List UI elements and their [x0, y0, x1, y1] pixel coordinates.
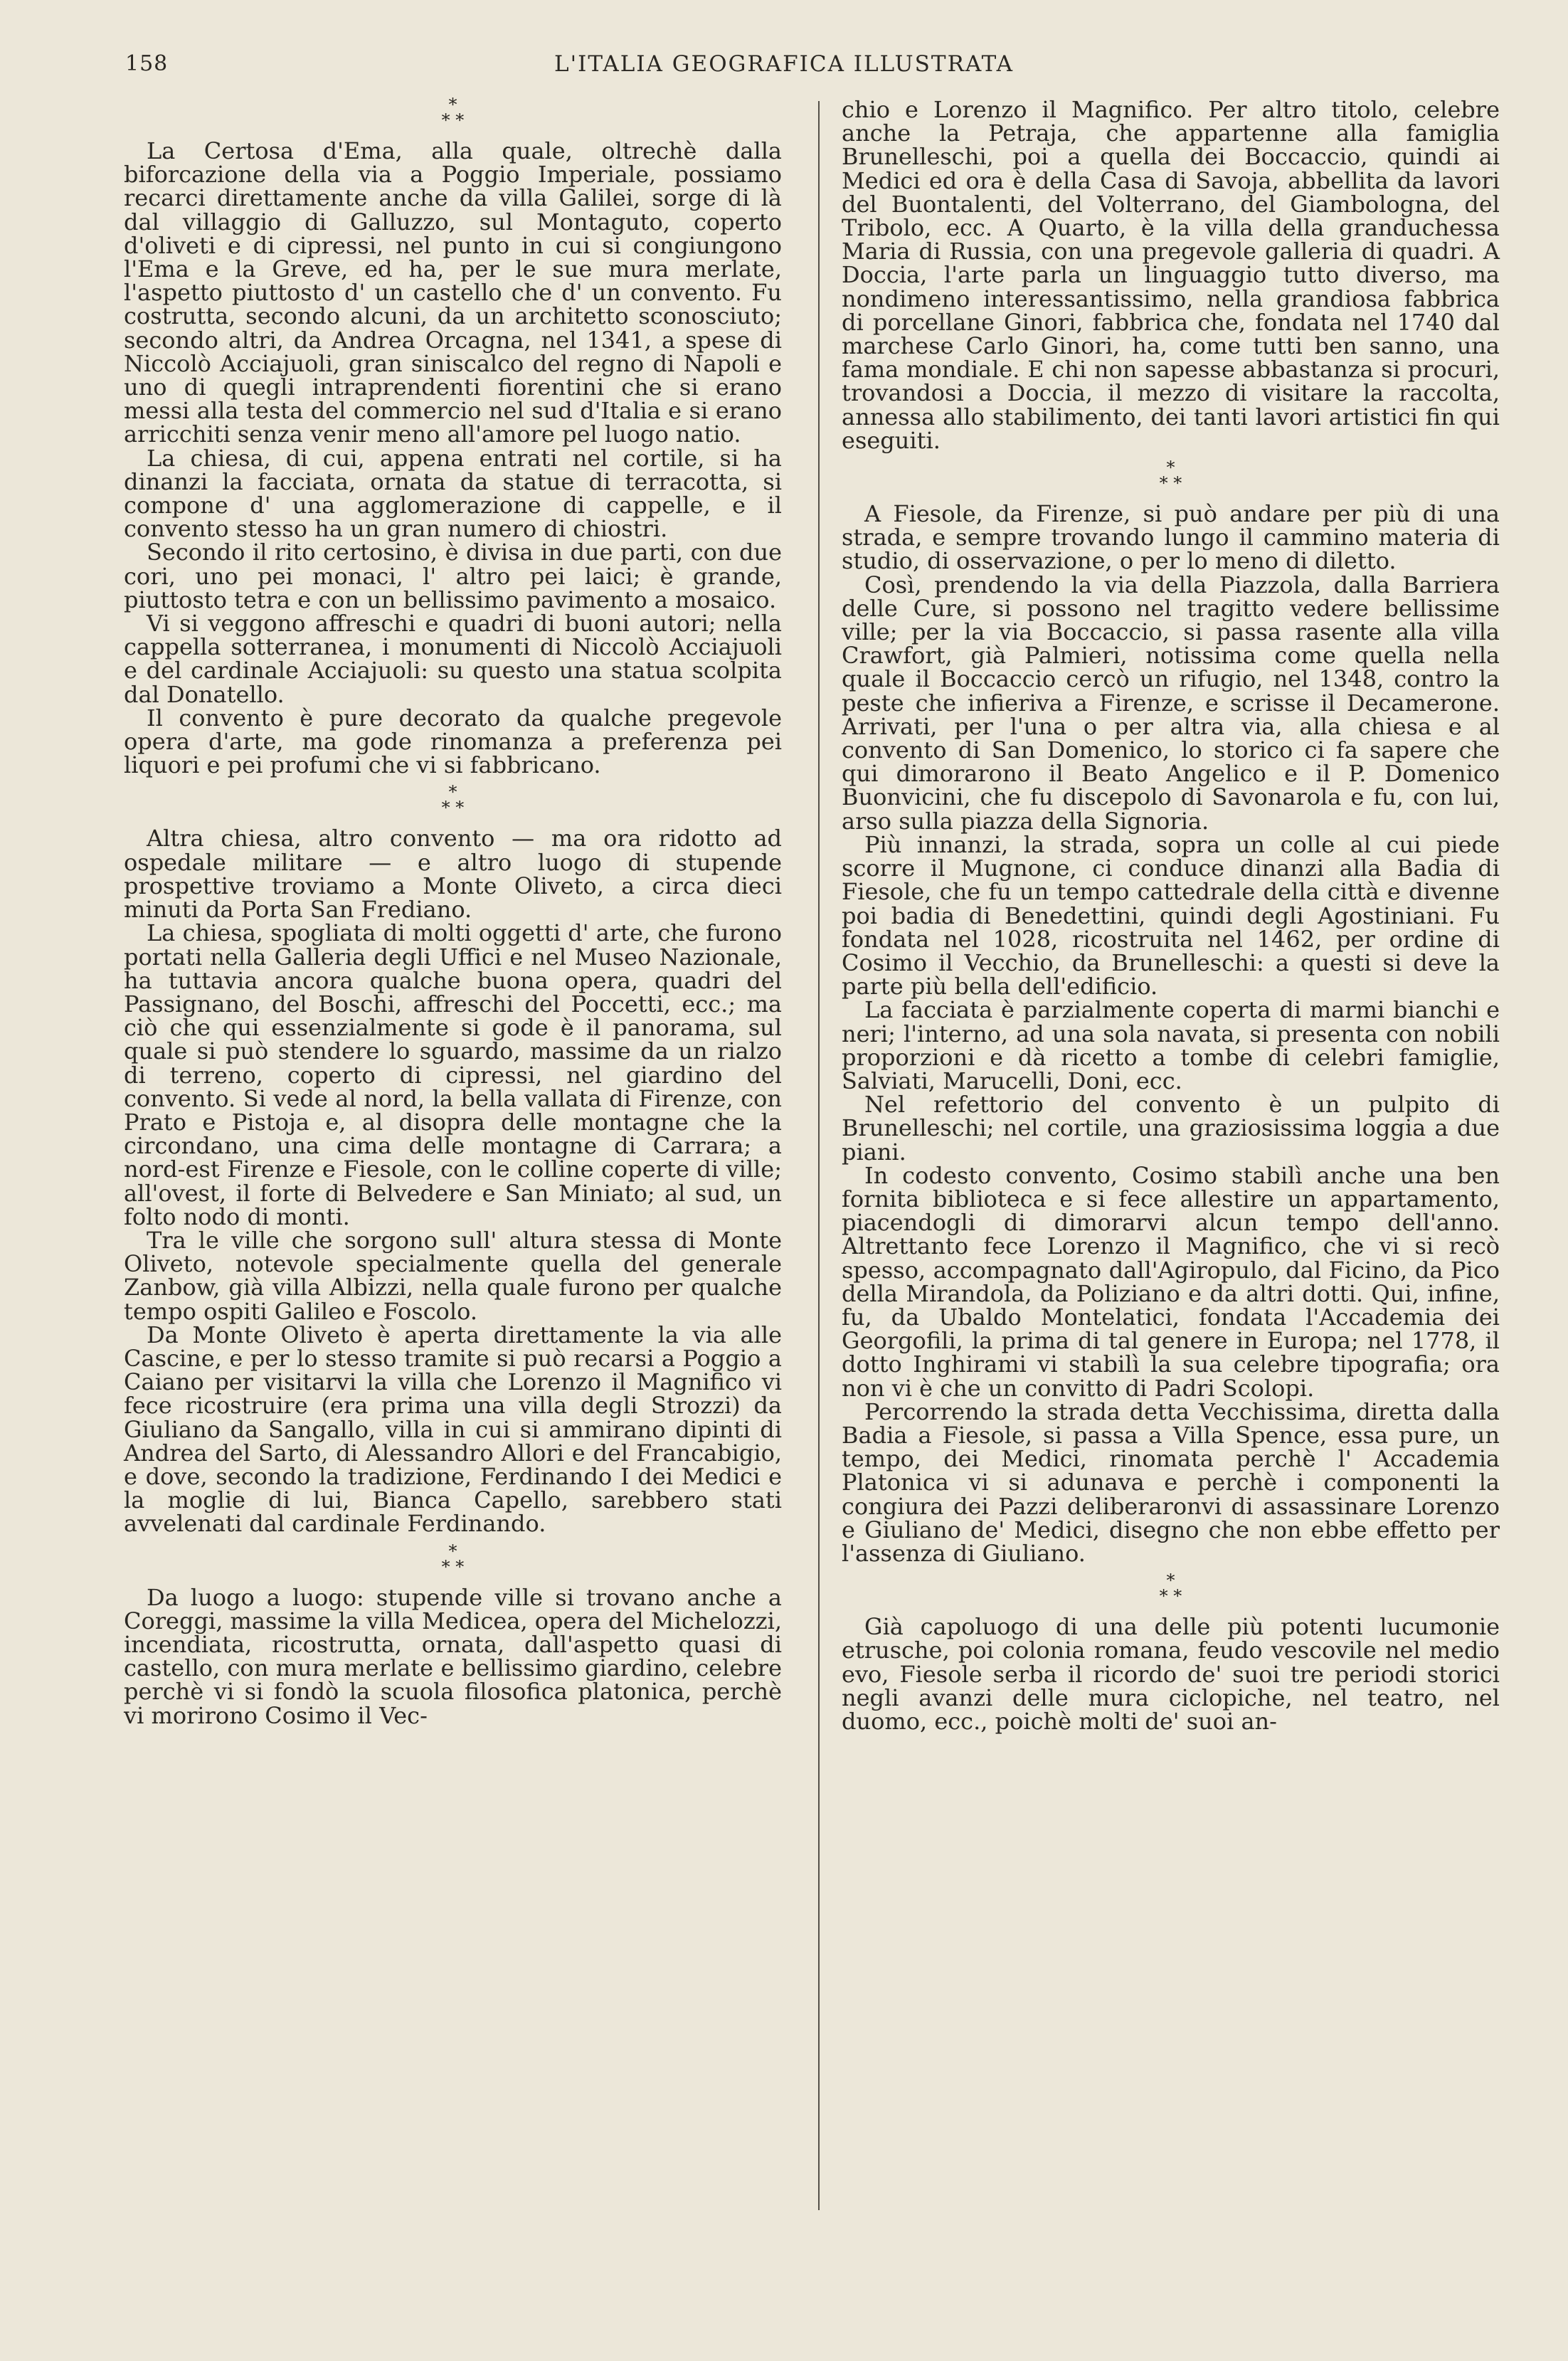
paragraph: Percorrendo la strada detta Vecchissima, diretta dalla Badia a Fiesole, si passa a Villa Spence, essa pure, un tempo, dei Medici, rinomata perchè l' Accademia Platonica vi si adunava e perchè i componenti la congiura dei Pazzi deliberaronvi di assassinare Lorenzo e Giuliano de' Medici, disegno che non ebbe effetto per l'assenza di Giuliano.: [842, 1398, 1500, 1567]
paragraph: Il convento è pure decorato da qualche pregevole opera d'arte, ma gode rinomanza a preferenza pei liquori e pei profumi che vi si fabbricano.: [124, 704, 782, 779]
paragraph: Secondo il rito certosino, è divisa in due parti, con due cori, uno pei monaci, l' altro pei laici; è grande, piuttosto tetra e con un bellissimo pavimento a mosaico.: [124, 539, 782, 613]
paragraph: Da Monte Oliveto è aperta direttamente la via alle Cascine, e per lo stesso tramite si può recarsi a Poggio a Caiano per visitarvi la villa che Lorenzo il Magnifico vi fece ricostruire (era prima una villa degli Strozzi) da Giuliano da Sangallo, villa in cui si ammirano dipinti di Andrea del Sarto, di Alessandro Allori e del Francabigio, e dove, secondo la tradizione, Ferdinando I dei Medici e la moglie di lui, Bianca Capello, sarebbero stati avvelenati dal cardinale Ferdinando.: [124, 1321, 782, 1538]
paragraph: A Fiesole, da Firenze, si può andare per più di una strada, e sempre trovando lungo il cammino materia di studio, di osservazione, o per lo meno di diletto.: [842, 500, 1500, 575]
asterism-top: *: [448, 782, 457, 803]
asterism-top: *: [1166, 458, 1175, 478]
running-title: L'ITALIA GEOGRAFICA ILLUSTRATA: [554, 51, 1014, 77]
asterism: [124, 97, 782, 128]
column-divider: [818, 101, 820, 2210]
paragraph: La Certosa d'Ema, alla quale, oltrechè dalla biforcazione della via a Poggio Imperiale, possiamo recarci direttamente anche da villa Galilei, sorge di là dal villaggio di Galluzzo, sul Montaguto, coperto d'oliveti e di cipressi, nel punto in cui si congiungono l'Ema e la Greve, ed ha, per le sue mura merlate, l'aspetto piuttosto d' un castello che d' un convento. Fu costrutta, secondo alcuni, da un architetto sconosciuto; secondo altri, da Andrea Orcagna, nel 1341, a spese di Niccolò Acciajuoli, gran siniscalco del regno di Napoli e uno di quegli intraprendenti fiorentini che si erano messi alla testa del commercio nel sud d'Italia e si erano arricchiti senza venir meno all'amore pel luogo natio.: [124, 137, 782, 448]
asterism-top: *: [1166, 1570, 1175, 1591]
asterism-bottom: * *: [441, 798, 465, 818]
asterism-bottom: * *: [1159, 473, 1182, 494]
paragraph: chio e Lorenzo il Magnifico. Per altro titolo, celebre anche la Petraja, che appartenne alla famiglia Brunelleschi, poi a quella dei Boccaccio, quindi ai Medici ed ora è della Casa di Savoja, abbellita da lavori del Buontalenti, del Volterrano, del Giambologna, del Tribolo, ecc. A Quarto, è la villa della granduchessa Maria di Russia, con una pregevole galleria di quadri. A Doccia, l'arte parla un linguaggio tutto diverso, ma nondimeno interessantissimo, nella grandiosa fabbrica di porcellane Ginori, fabbrica che, fondata nel 1740 dal marchese Carlo Ginori, ha, come tutti ben sanno, una fama mondiale. E chi non sapesse abbastanza si procuri, trovandosi a Doccia, il mezzo di visitare la raccolta, annessa allo stabilimento, dei tanti lavori artistici fin qui eseguiti.: [842, 96, 1500, 454]
asterism-bottom: * *: [441, 110, 465, 130]
paragraph: Così, prendendo la via della Piazzola, dalla Barriera delle Cure, si possono nel tragitto vedere bellissime ville; per la via Boccaccio, si passa rasente alla villa Crawfort, già Palmieri, notissima come quella nella quale il Boccaccio cercò un rifugio, nel 1348, contro la peste che infieriva a Firenze, e scrisse il Decamerone. Arrivati, per l'una o per altra via, alla chiesa e al convento di San Domenico, lo storico ci fa sapere che qui dimorarono il Beato Angelico e il P. Domenico Buonvicini, che fu discepolo di Savonarola e fu, con lui, arso sulla piazza della Signoria.: [842, 571, 1500, 835]
paragraph: In codesto convento, Cosimo stabilì anche una ben fornita biblioteca e si fece allestire un appartamento, piacendogli di dimorarvi alcun tempo dell'anno. Altrettanto fece Lorenzo il Magnifico, che vi si recò spesso, accompagnato dall'Agiropulo, dal Ficino, da Pico della Mirandola, da Poliziano e da altri dotti. Qui, infine, fu, da Ubaldo Montelatici, fondata l'Accademia dei Georgofili, la prima di tal genere in Europa; nel 1778, il dotto Inghirami vi stabilì la sua celebre tipografia; ora non vi è che un convitto di Padri Scolopi.: [842, 1161, 1500, 1402]
paragraph: La chiesa, spogliata di molti oggetti d' arte, che furono portati nella Galleria degli Uffici e nel Museo Nazionale, ha tuttavia ancora qualche buona opera, quadri del Passignano, del Boschi, affreschi del Poccetti, ecc.; ma ciò che qui essenzialmente si gode è il panorama, sul quale si può stendere lo sguardo, massime da un rialzo di terreno, coperto di cipressi, nel giardino del convento. Si vede al nord, la bella vallata di Firenze, con Prato e Pistoja e, al disopra delle montagne che la circondano, una cima delle montagne di Carrara; a nord-est Firenze e Fiesole, con le colline coperte di ville; all'ovest, il forte di Belvedere e San Miniato; al sud, un folto nodo di monti.: [124, 919, 782, 1230]
left-column: [124, 97, 782, 1728]
asterism: [842, 458, 1500, 494]
paragraph: La facciata è parzialmente coperta di marmi bianchi e neri; l'interno, ad una sola navata, si presenta con nobili proporzioni e dà ricetto a tombe di celebri famiglie, Salviati, Marucelli, Doni, ecc.: [842, 996, 1500, 1094]
asterism: [124, 1543, 782, 1575]
paragraph: Tra le ville che sorgono sull' altura stessa di Monte Oliveto, notevole specialmente quella del generale Zanbow, già villa Albizzi, nella quale furono per qualche tempo ospiti Galileo e Foscolo.: [124, 1226, 782, 1325]
asterism-top: *: [448, 95, 457, 115]
paragraph: Da luogo a luogo: stupende ville si trovano anche a Coreggi, massime la villa Medicea, opera del Michelozzi, incendiata, ricostrutta, ornata, dall'aspetto quasi di castello, con mura merlate e bellissimo giardino, celebre perchè vi si fondò la scuola filosofica platonica, perchè vi morirono Cosimo il Vec-: [124, 1583, 782, 1729]
paragraph: Altra chiesa, altro convento — ma ora ridotto ad ospedale militare — e altro luogo di stupende prospettive troviamo a Monte Oliveto, a circa dieci minuti da Porta San Frediano.: [124, 825, 782, 924]
asterism-top: *: [448, 1541, 457, 1561]
right-column: [842, 98, 1500, 1733]
page-number: 158: [125, 51, 169, 76]
asterism-bottom: * *: [1159, 1586, 1182, 1607]
asterism: [124, 782, 782, 818]
paragraph: La chiesa, di cui, appena entrati nel cortile, si ha dinanzi la facciata, ornata da statue di terracotta, si compone d' una agglomerazione di cappelle, e il convento stesso ha un gran numero di chiostri.: [124, 444, 782, 543]
paragraph: Vi si veggono affreschi e quadri di buoni autori; nella cappella sotterranea, i monumenti di Niccolò Acciajuoli e del cardinale Acciajuoli: su questo una statua scolpita dal Donatello.: [124, 610, 782, 708]
paragraph: Già capoluogo di una delle più potenti lucumonie etrusche, poi colonia romana, feudo vescovile nel medio evo, Fiesole serba il ricordo de' suoi tre periodi storici negli avanzi delle mura ciclopiche, nel teatro, nel duomo, ecc., poichè molti de' suoi an-: [842, 1613, 1500, 1735]
paragraph: Più innanzi, la strada, sopra un colle al cui piede scorre il Mugnone, ci conduce dinanzi alla Badia di Fiesole, che fu un tempo cattedrale della città e divenne poi badia di Benedettini, quindi degli Agostiniani. Fu fondata nel 1028, ricostruita nel 1462, per ordine di Cosimo il Vecchio, da Brunelleschi: a questi si deve la parte più bella dell'edificio.: [842, 830, 1500, 1000]
asterism: [842, 1570, 1500, 1607]
asterism-bottom: * *: [441, 1556, 465, 1577]
paragraph: Nel refettorio del convento è un pulpito di Brunelleschi; nel cortile, una graziosissima loggia a due piani.: [842, 1091, 1500, 1166]
